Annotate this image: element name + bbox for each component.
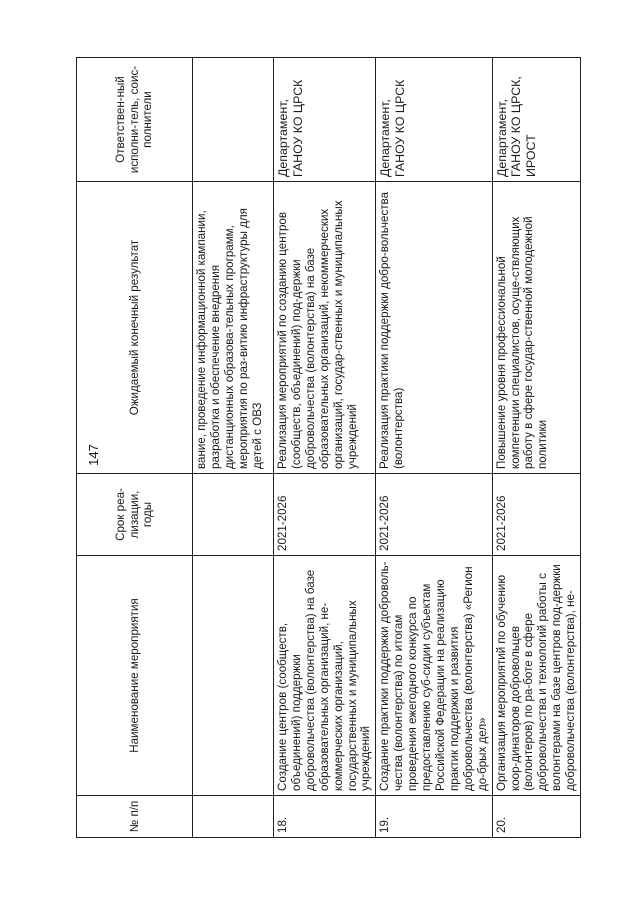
cell-term: 2021-2026 (274, 474, 376, 556)
cell-measure-name: Создание центров (сообществ, объединений) поддержки добровольчества (волонтерства) на базе образовательных организаций, не-коммерческих организаций, государственных и муниципальных учреждений (274, 556, 376, 796)
cell-expected-result: Повышение уровня профессиональной компетенции специалистов, осуще-ствляющих работу в сфере государ-ственной молодежной политики (492, 182, 580, 474)
cell-term: 2021-2026 (492, 474, 580, 556)
cell-number (193, 796, 274, 838)
cell-expected-result: Реализация практики поддержки добро-вольчества (волонтерства) (376, 182, 492, 474)
header-number: № п/п (77, 796, 193, 838)
table-row (274, 58, 376, 838)
cell-number: 18. (274, 796, 376, 838)
table-header-row (77, 58, 193, 838)
measures-table (76, 57, 581, 838)
header-measure-name: Наименование мероприятия (77, 556, 193, 796)
cell-expected-result: Реализация мероприятий по созданию центров (сообществ, объединений) под-держки добровольчества (волонтерства) на базе образовательных организаций, некоммерческих организаций, государ-ственных и муниципальных учреждений (274, 182, 376, 474)
table-row (492, 58, 580, 838)
header-term: Срок реа-лизации, годы (77, 474, 193, 556)
cell-measure-name: Создание практики поддержки доброволь-чества (волонтерства) по итогам проведения ежегодного конкурса по предоставлению суб-сидии субъектам Российской Федерации на реализацию практик поддержки и развития добровольчества (волонтерства) «Регион до-брых дел» (376, 556, 492, 796)
page-number: 147 (85, 444, 101, 466)
cell-measure-name: Организация мероприятий по обучению коор-динаторов добровольцев (волонтеров) по ра-боте в сфере добровольчества и технологий работы с волонтерами на базе центров под-держки добровольчества (волонтерства), не- (492, 556, 580, 796)
cell-responsible: Департамент, ГАНОУ КО ЦРСК, ИРОСТ (492, 58, 580, 182)
rotated-table-container (76, 58, 578, 838)
cell-term: 2021-2026 (376, 474, 492, 556)
cell-term (193, 474, 274, 556)
cell-responsible (193, 58, 274, 182)
table-row-continuation (193, 58, 274, 838)
cell-responsible: Департамент, ГАНОУ КО ЦРСК (274, 58, 376, 182)
cell-measure-name (193, 556, 274, 796)
cell-number: 20. (492, 796, 580, 838)
cell-number: 19. (376, 796, 492, 838)
cell-expected-result: вание, проведение информационной кампании, разработка и обеспечение внедрения дистанционных образова-тельных программ, мероприятия по раз-витию инфраструктуры для детей с ОВЗ (193, 182, 274, 474)
table-row (376, 58, 492, 838)
header-expected-result: Ожидаемый конечный результат (77, 182, 193, 474)
cell-responsible: Департамент, ГАНОУ КО ЦРСК (376, 58, 492, 182)
header-responsible: Ответствен-ный исполни-тель, соис-полнители (77, 58, 193, 182)
